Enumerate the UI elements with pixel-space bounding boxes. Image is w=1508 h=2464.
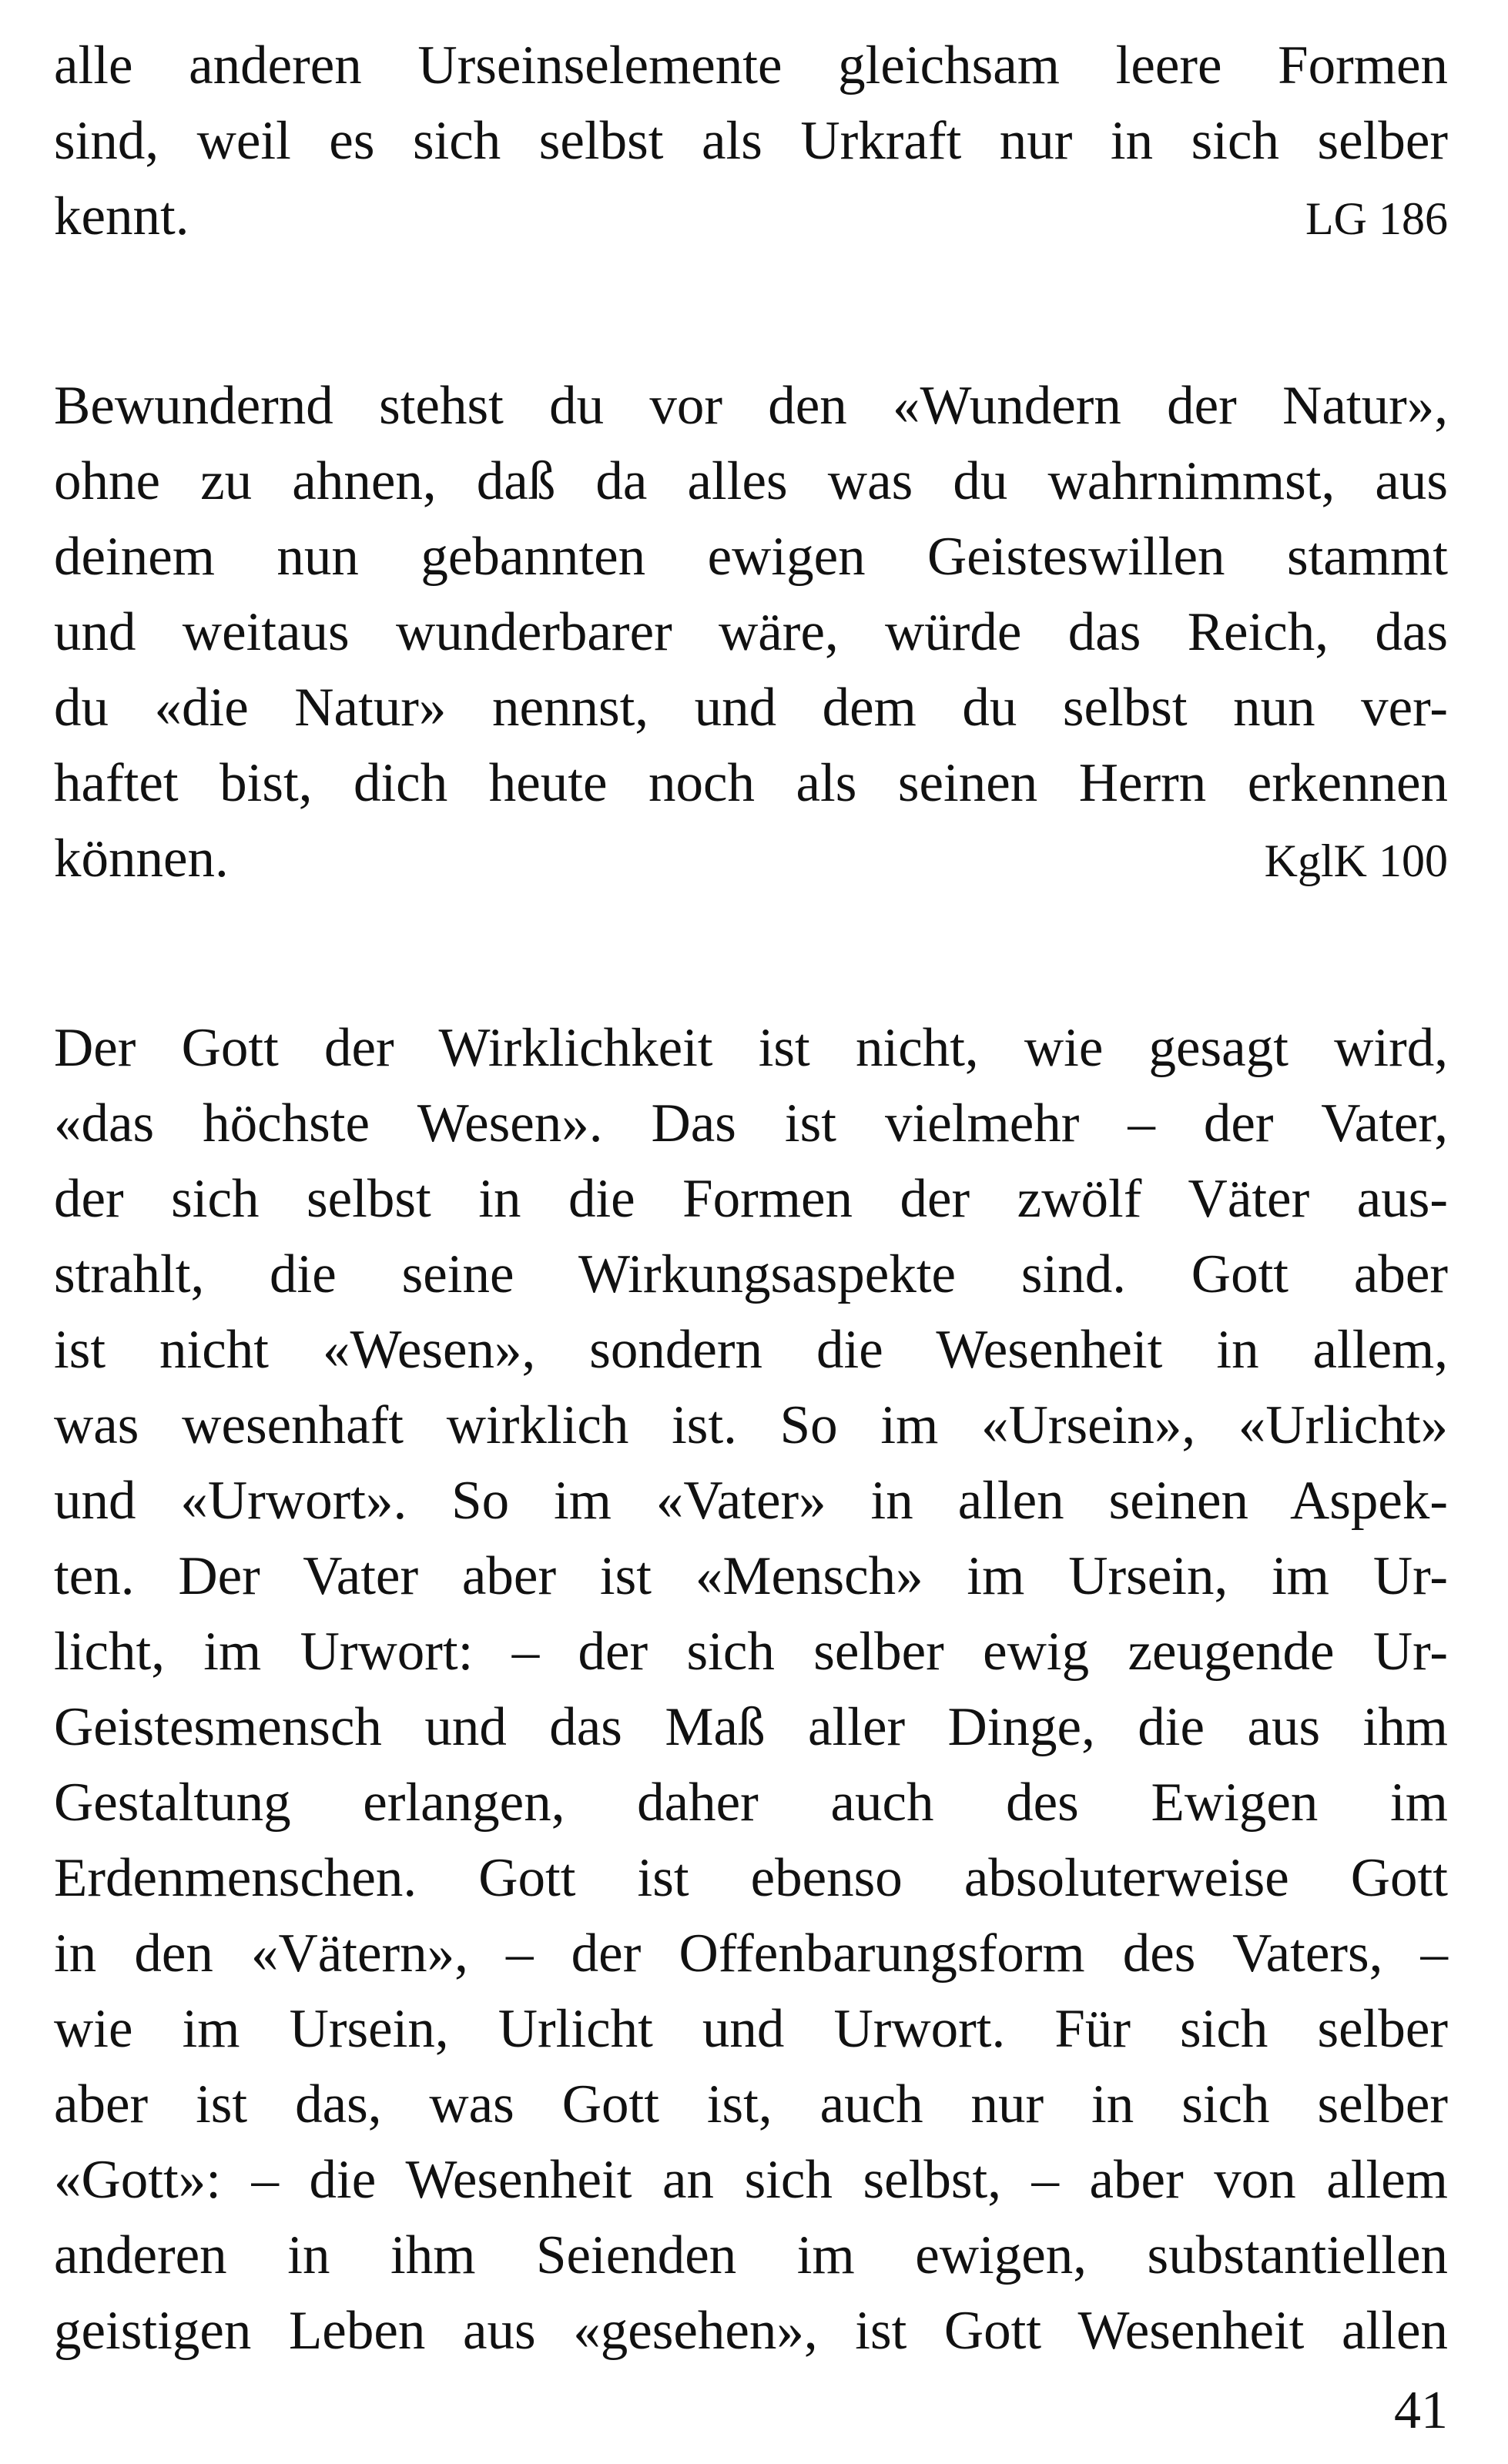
text-line: ten. Der Vater aber ist «Mensch» im Ursein, im Ur- bbox=[54, 1546, 1448, 1606]
text-line: deinem nun gebannten ewigen Geisteswillen stammt bbox=[54, 527, 1448, 587]
text-line: Geistesmensch und das Maß aller Dinge, die aus ihm bbox=[54, 1697, 1448, 1757]
closing-line bbox=[54, 821, 1448, 896]
page-number: 41 bbox=[1394, 2381, 1448, 2440]
text-line: strahlt, die seine Wirkungsaspekte sind. Gott aber bbox=[54, 1244, 1448, 1304]
text-line: geistigen Leben aus «gesehen», ist Gott Wesenheit allen bbox=[54, 2301, 1448, 2361]
text-line: aber ist das, was Gott ist, auch nur in sich selber bbox=[54, 2074, 1448, 2134]
text-line: du «die Natur» nennst, und dem du selbst nun ver- bbox=[54, 678, 1448, 738]
text-line: ohne zu ahnen, daß da alles was du wahrnimmst, aus bbox=[54, 451, 1448, 511]
text-line: alle anderen Urseinselemente gleichsam leere Formen bbox=[54, 35, 1448, 95]
text-line: der sich selbst in die Formen der zwölf Väter aus- bbox=[54, 1169, 1448, 1229]
book-page bbox=[54, 28, 1448, 2369]
text-line: sind, weil es sich selbst als Urkraft nur in sich selber bbox=[54, 111, 1448, 171]
text-line: «das höchste Wesen». Das ist vielmehr – der Vater, bbox=[54, 1093, 1448, 1153]
text-line: Gestaltung erlangen, daher auch des Ewigen im bbox=[54, 1773, 1448, 1833]
text-line: ist nicht «Wesen», sondern die Wesenheit in allem, bbox=[54, 1320, 1448, 1380]
text-line: haftet bist, dich heute noch als seinen Herrn erkennen bbox=[54, 753, 1448, 813]
paragraph-3 bbox=[54, 1010, 1448, 2369]
paragraph-2 bbox=[54, 368, 1448, 896]
text-line: anderen in ihm Seienden im ewigen, substantiellen bbox=[54, 2225, 1448, 2285]
source-reference: LG 186 bbox=[1305, 193, 1448, 244]
text-line: wie im Ursein, Urlicht und Urwort. Für sich selber bbox=[54, 1999, 1448, 2059]
source-reference: KglK 100 bbox=[1264, 835, 1448, 886]
text-line: Erdenmenschen. Gott ist ebenso absoluterweise Gott bbox=[54, 1848, 1448, 1908]
text-line: in den «Vätern», – der Offenbarungsform des Vaters, – bbox=[54, 1923, 1448, 1984]
paragraph-1 bbox=[54, 28, 1448, 254]
text-line: licht, im Urwort: – der sich selber ewig zeugende Ur- bbox=[54, 1622, 1448, 1682]
text-line: können. bbox=[54, 829, 229, 889]
text-line: Bewundernd stehst du vor den «Wundern der Natur», bbox=[54, 376, 1448, 436]
closing-line bbox=[54, 179, 1448, 254]
text-line: und weitaus wunderbarer wäre, würde das Reich, das bbox=[54, 602, 1448, 662]
text-line: was wesenhaft wirklich ist. So im «Ursein», «Urlicht» bbox=[54, 1395, 1448, 1455]
text-line: kennt. bbox=[54, 186, 189, 246]
text-line: Der Gott der Wirklichkeit ist nicht, wie gesagt wird, bbox=[54, 1018, 1448, 1078]
text-line: und «Urwort». So im «Vater» in allen seinen Aspek- bbox=[54, 1471, 1448, 1531]
text-line: «Gott»: – die Wesenheit an sich selbst, – aber von allem bbox=[54, 2150, 1448, 2210]
